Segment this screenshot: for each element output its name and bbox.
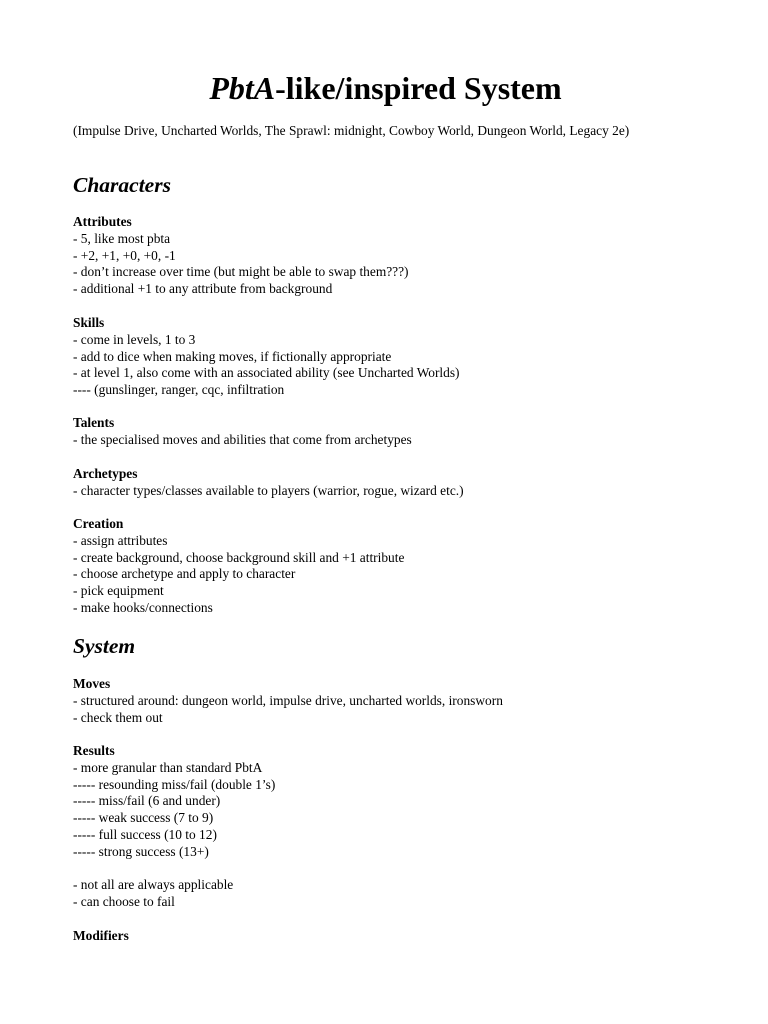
archetypes-line: - character types/classes available to players (warrior, rogue, wizard etc.)	[73, 482, 464, 498]
section-heading-characters: Characters	[73, 173, 171, 197]
subsection-skills	[73, 315, 698, 399]
subsection-results	[73, 743, 698, 861]
creation-line: - create background, choose background skill and +1 attribute	[73, 549, 405, 565]
results-line: - more granular than standard PbtA	[73, 759, 263, 775]
subsection-heading-skills: Skills	[73, 315, 105, 330]
skills-line: - come in levels, 1 to 3	[73, 331, 196, 347]
results-note-line: - not all are always applicable	[73, 877, 234, 892]
moves-line: - structured around: dungeon world, impulse drive, uncharted worlds, ironsworn	[73, 692, 503, 708]
subsection-attributes	[73, 214, 698, 298]
attributes-line: - don’t increase over time (but might be able to swap them???)	[73, 264, 409, 280]
document-title	[73, 68, 698, 108]
document-subtitle: (Impulse Drive, Uncharted Worlds, The Sprawl: midnight, Cowboy World, Dungeon World, Legacy 2e)	[73, 123, 630, 138]
subsection-heading-moves: Moves	[73, 676, 111, 691]
subsection-heading-archetypes: Archetypes	[73, 466, 138, 481]
title-rest-part: -like/inspired System	[275, 70, 562, 106]
results-line: ----- resounding miss/fail (double 1’s)	[73, 776, 276, 792]
talents-line: - the specialised moves and abilities that come from archetypes	[73, 431, 412, 447]
subsection-heading-modifiers: Modifiers	[73, 928, 129, 943]
results-line: ----- full success (10 to 12)	[73, 826, 217, 842]
results-line: ----- miss/fail (6 and under)	[73, 793, 221, 809]
results-notes	[73, 877, 698, 911]
skills-line: - add to dice when making moves, if fictionally appropriate	[73, 348, 392, 364]
subsection-moves	[73, 676, 698, 726]
creation-line: - pick equipment	[73, 583, 164, 599]
subsection-heading-creation: Creation	[73, 516, 124, 531]
subsection-modifiers	[73, 928, 698, 945]
section-heading-system: System	[73, 634, 136, 658]
creation-line: - make hooks/connections	[73, 599, 213, 615]
creation-line: - assign attributes	[73, 532, 168, 548]
subsection-talents	[73, 415, 698, 449]
skills-line: ---- (gunslinger, ranger, cqc, infiltration	[73, 382, 285, 398]
attributes-line: - +2, +1, +0, +0, -1	[73, 247, 176, 263]
attributes-line: - additional +1 to any attribute from background	[73, 281, 333, 297]
subsection-creation	[73, 516, 698, 617]
creation-line: - choose archetype and apply to character	[73, 566, 296, 582]
moves-line: - check them out	[73, 709, 163, 725]
subsection-heading-results: Results	[73, 743, 115, 758]
subsection-heading-attributes: Attributes	[73, 214, 132, 229]
title-italic-part: PbtA	[209, 70, 276, 106]
skills-line: - at level 1, also come with an associated ability (see Uncharted Worlds)	[73, 365, 460, 381]
results-note-line: - can choose to fail	[73, 893, 175, 909]
attributes-line: - 5, like most pbta	[73, 230, 171, 246]
results-line: ----- weak success (7 to 9)	[73, 810, 214, 826]
subsection-archetypes	[73, 466, 698, 500]
subsection-heading-talents: Talents	[73, 415, 115, 430]
results-line: ----- strong success (13+)	[73, 843, 209, 859]
